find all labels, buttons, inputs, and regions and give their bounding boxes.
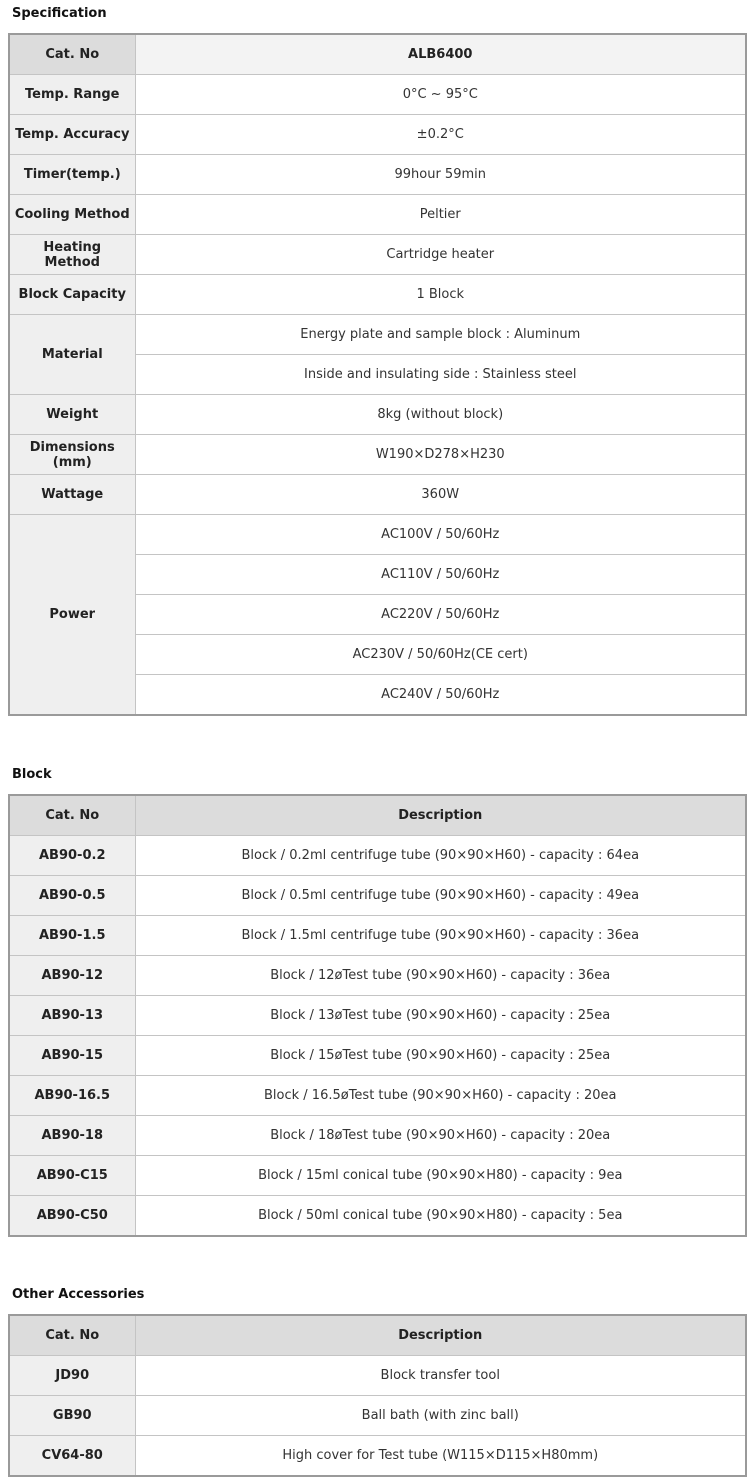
description-cell: High cover for Test tube (W115×D115×H80mm)	[135, 1436, 746, 1477]
spec-value: 360W	[135, 475, 746, 515]
cat-no-cell: AB90-0.5	[9, 876, 135, 916]
spec-value: AC230V / 50/60Hz(CE cert)	[135, 635, 746, 675]
block-title: Block	[12, 767, 52, 782]
specification-table	[8, 33, 747, 716]
spec-value: AC220V / 50/60Hz	[135, 595, 746, 635]
table-row	[9, 1356, 746, 1396]
table-row	[9, 916, 746, 956]
description-cell: Block / 0.5ml centrifuge tube (90×90×H60) - capacity : 49ea	[135, 876, 746, 916]
table-row	[9, 1036, 746, 1076]
block-table	[8, 794, 747, 1237]
table-header-row	[9, 795, 746, 836]
description-cell: Block / 15ml conical tube (90×90×H80) - capacity : 9ea	[135, 1156, 746, 1196]
header-cat-no: Cat. No	[9, 795, 135, 836]
table-row	[9, 475, 746, 515]
spec-value: Peltier	[135, 195, 746, 235]
table-row	[9, 235, 746, 275]
spec-value: 8kg (without block)	[135, 395, 746, 435]
spec-value: 0°C ~ 95°C	[135, 75, 746, 115]
table-row	[9, 1076, 746, 1116]
table-row	[9, 115, 746, 155]
table-row	[9, 315, 746, 355]
spec-key: Timer(temp.)	[9, 155, 135, 195]
accessories-table	[8, 1314, 747, 1477]
cat-no-cell: AB90-16.5	[9, 1076, 135, 1116]
table-row	[9, 155, 746, 195]
table-row	[9, 515, 746, 555]
description-cell: Block / 50ml conical tube (90×90×H80) - capacity : 5ea	[135, 1196, 746, 1237]
spec-key: Block Capacity	[9, 275, 135, 315]
spec-key: Temp. Accuracy	[9, 115, 135, 155]
table-row	[9, 1396, 746, 1436]
table-row	[9, 1436, 746, 1477]
spec-key: Dimensions (mm)	[9, 435, 135, 475]
table-row	[9, 395, 746, 435]
table-row	[9, 1196, 746, 1237]
cat-no-cell: AB90-15	[9, 1036, 135, 1076]
table-row	[9, 435, 746, 475]
table-row	[9, 956, 746, 996]
description-cell: Block / 12øTest tube (90×90×H60) - capacity : 36ea	[135, 956, 746, 996]
specification-title: Specification	[12, 6, 107, 21]
spec-key-material: Material	[9, 315, 135, 395]
table-row	[9, 1116, 746, 1156]
spec-key-power: Power	[9, 515, 135, 716]
spec-key: Wattage	[9, 475, 135, 515]
description-cell: Block / 15øTest tube (90×90×H60) - capacity : 25ea	[135, 1036, 746, 1076]
spec-value: AC100V / 50/60Hz	[135, 515, 746, 555]
cat-no-cell: CV64-80	[9, 1436, 135, 1477]
spec-value: Inside and insulating side : Stainless steel	[135, 355, 746, 395]
description-cell: Block transfer tool	[135, 1356, 746, 1396]
table-row	[9, 75, 746, 115]
table-row	[9, 275, 746, 315]
spec-value: Energy plate and sample block : Aluminum	[135, 315, 746, 355]
cat-no-cell: AB90-C15	[9, 1156, 135, 1196]
table-row	[9, 836, 746, 876]
spec-value: 1 Block	[135, 275, 746, 315]
description-cell: Block / 16.5øTest tube (90×90×H60) - capacity : 20ea	[135, 1076, 746, 1116]
description-cell: Block / 13øTest tube (90×90×H60) - capacity : 25ea	[135, 996, 746, 1036]
description-cell: Block / 18øTest tube (90×90×H60) - capacity : 20ea	[135, 1116, 746, 1156]
table-row	[9, 1156, 746, 1196]
spec-value: AC240V / 50/60Hz	[135, 675, 746, 716]
table-row	[9, 996, 746, 1036]
table-header-row	[9, 1315, 746, 1356]
cat-no-cell: AB90-13	[9, 996, 135, 1036]
description-cell: Block / 1.5ml centrifuge tube (90×90×H60) - capacity : 36ea	[135, 916, 746, 956]
cat-no-cell: AB90-12	[9, 956, 135, 996]
cat-no-cell: JD90	[9, 1356, 135, 1396]
spec-value: W190×D278×H230	[135, 435, 746, 475]
cat-no-cell: GB90	[9, 1396, 135, 1436]
cat-no-cell: AB90-18	[9, 1116, 135, 1156]
cat-no-cell: AB90-C50	[9, 1196, 135, 1237]
header-cat-no: Cat. No	[9, 34, 135, 75]
description-cell: Ball bath (with zinc ball)	[135, 1396, 746, 1436]
spec-key: Weight	[9, 395, 135, 435]
header-description: Description	[135, 795, 746, 836]
spec-value: AC110V / 50/60Hz	[135, 555, 746, 595]
table-row	[9, 876, 746, 916]
cat-no-cell: AB90-1.5	[9, 916, 135, 956]
spec-value: ±0.2°C	[135, 115, 746, 155]
cat-no-cell: AB90-0.2	[9, 836, 135, 876]
description-cell: Block / 0.2ml centrifuge tube (90×90×H60) - capacity : 64ea	[135, 836, 746, 876]
spec-key: Cooling Method	[9, 195, 135, 235]
header-cat-no: Cat. No	[9, 1315, 135, 1356]
spec-key: Temp. Range	[9, 75, 135, 115]
accessories-title: Other Accessories	[12, 1287, 145, 1302]
header-model: ALB6400	[135, 34, 746, 75]
table-row	[9, 195, 746, 235]
header-description: Description	[135, 1315, 746, 1356]
spec-value: 99hour 59min	[135, 155, 746, 195]
spec-key: Heating Method	[9, 235, 135, 275]
spec-value: Cartridge heater	[135, 235, 746, 275]
table-header-row	[9, 34, 746, 75]
